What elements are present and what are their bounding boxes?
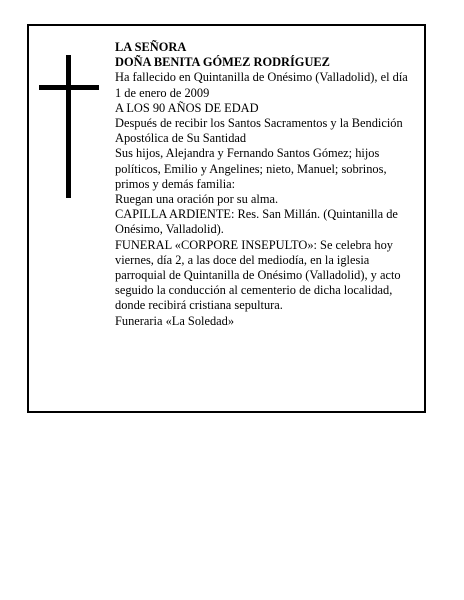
obituary-notice [27,24,426,413]
age-statement: A LOS 90 AÑOS DE EDAD [115,100,259,115]
prayer-request: Ruegan una oración por su alma. [115,192,279,207]
funeral-home: Funeraria «La Soledad» [115,313,235,328]
notice-text [115,40,415,329]
family-statement: Sus hijos, Alejandra y Fernando Santos Gómez; hijos políticos, Emilio y Angelines; nieto, Manuel; sobrinos, primos y demás familia: [115,146,387,191]
chapel-info: CAPILLA ARDIENTE: Res. San Millán. (Quintanilla de Onésimo, Valladolid). [115,207,398,237]
notice-title: LA SEÑORA [115,40,187,54]
sacraments-statement: Después de recibir los Santos Sacramentos y la Bendición Apostólica de Su Santidad [115,116,403,146]
cross-horizontal-bar [39,85,99,90]
death-statement: Ha fallecido en Quintanilla de Onésimo (Valladolid), el día 1 de enero de 2009 [115,70,408,100]
cross-icon [39,55,99,198]
cross-vertical-bar [66,55,71,198]
funeral-info: FUNERAL «CORPORE INSEPULTO»: Se celebra hoy viernes, día 2, a las doce del mediodía, en la iglesia parroquial de Quintanilla de Onésimo (Valladolid), y acto seguido la conducción al cementerio de dicha localidad, donde recibirá cristiana sepultura. [115,237,401,313]
deceased-name: DOÑA BENITA GÓMEZ RODRÍGUEZ [115,55,330,70]
